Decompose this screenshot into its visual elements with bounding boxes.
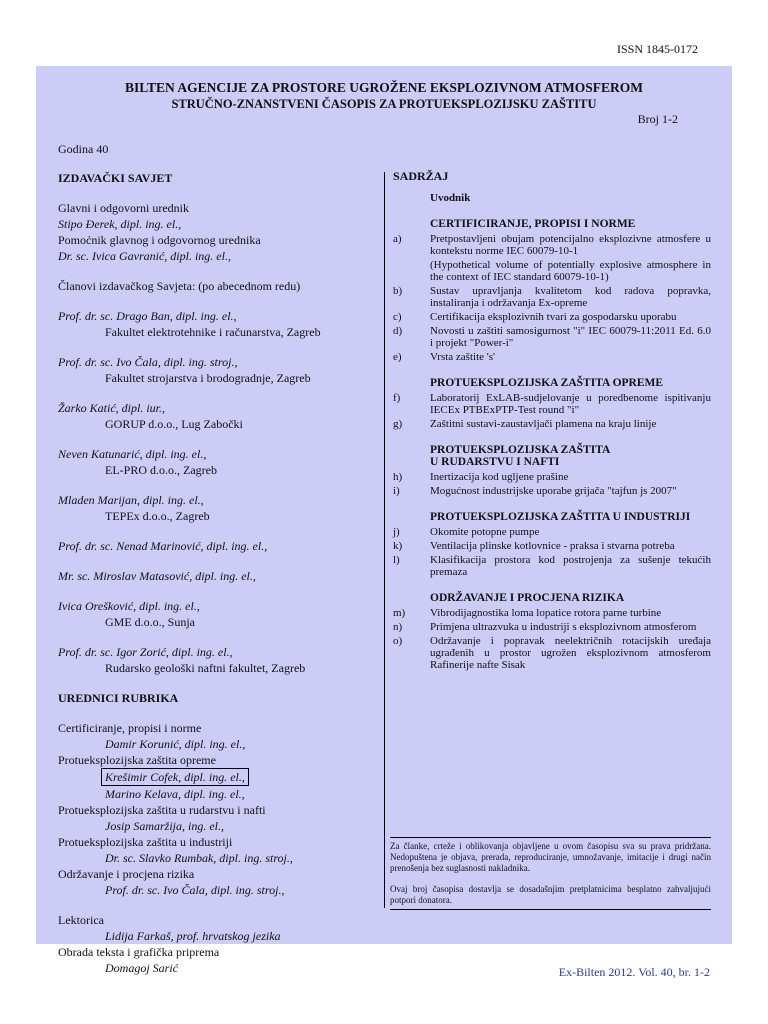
item-text: Klasifikacija prostora kod postrojenja za sušenje tekućih premaza: [430, 554, 711, 578]
design-role: Obrada teksta i grafička priprema: [58, 945, 220, 959]
member-affiliation: GORUP d.o.o., Lug Zabočki: [105, 417, 243, 431]
member-affiliation: GME d.o.o., Sunja: [105, 615, 195, 629]
contents-item: [393, 471, 711, 483]
section-title-line: U RUDARSTVU I NAFTI: [430, 456, 560, 468]
board-member: [58, 538, 378, 554]
contents-item: [393, 325, 711, 349]
item-key: g): [393, 418, 403, 430]
item-key: c): [393, 311, 402, 323]
editors-heading: UREDNICI RUBRIKA: [58, 691, 179, 705]
contents-item: [393, 607, 711, 619]
member-name: Mladen Marijan, dipl. ing. el.,: [58, 493, 204, 507]
item-key: b): [393, 285, 403, 297]
item-key: [393, 259, 430, 283]
member-name: Prof. dr. sc. Drago Ban, dipl. ing. el.,: [58, 309, 237, 323]
contents-section-title: PROTUEKSPLOZIJSKA ZAŠTITA U INDUSTRIJI: [430, 511, 691, 523]
member-name: Ivica Orešković, dipl. ing. el.,: [58, 599, 200, 613]
item-key: d): [393, 325, 403, 337]
item-key: m): [393, 607, 406, 619]
journal-title: BILTEN AGENCIJE ZA PROSTORE UGROŽENE EKSPLOZIVNOM ATMOSFEROM: [124, 80, 644, 95]
item-key: i): [393, 485, 400, 497]
item-key: e): [393, 351, 402, 363]
contents-item: [393, 418, 711, 430]
copyright-text: Za članke, crteže i oblikovanja objavljene u ovom časopisu sva su prava pridržana. Nedopuštena je objava, prerada, reproduciranje, umnožavanje, imitacije i drugi način prenošenja bez suglasnosti nakladnika.: [390, 841, 711, 873]
member-name: Mr. sc. Miroslav Matasović, dipl. ing. el.,: [58, 569, 256, 583]
item-text: Ventilacija plinske kotlovnice - praksa i stvarna potreba: [430, 540, 675, 552]
item-key: k): [393, 540, 403, 552]
member-affiliation: Rudarsko geološki naftni fakultet, Zagreb: [105, 661, 306, 675]
item-text: Novosti u zaštiti samosigurnost "i" IEC 60079-11:2011 Ed. 6.0 i projekt "Power-i": [430, 325, 711, 349]
item-text: (Hypothetical volume of potentially explosive atmosphere in the context of IEC standard 60079-10-1): [430, 259, 711, 283]
chief-name: Stipo Đerek, dipl. ing. el.,: [58, 217, 182, 231]
item-text: Vrsta zaštite 's': [430, 351, 496, 363]
section-topic: Protueksplozijska zaštita u industriji: [58, 835, 233, 849]
contents-section-title: ODRŽAVANJE I PROCJENA RIZIKA: [430, 592, 625, 604]
journal-subtitle: STRUČNO-ZNANSTVENI ČASOPIS ZA PROTUEKSPLOZIJSKU ZAŠTITU: [171, 97, 597, 111]
donor-text: Ovaj broj časopisa dostavlja se dosadašnjim pretplatnicima besplatno zahvaljujući potpori donatora.: [390, 884, 711, 905]
section-topic: Protueksplozijska zaštita u rudarstvu i nafti: [58, 803, 266, 817]
item-key: l): [393, 554, 400, 566]
item-key: f): [393, 392, 401, 404]
contents-item: [393, 259, 711, 283]
editorial-board-column: [58, 170, 378, 976]
item-key: a): [393, 233, 402, 245]
contents-item: [393, 635, 711, 671]
members-intro: Članovi izdavačkog Savjeta: (po abecednom redu): [58, 279, 301, 293]
item-text: Primjena ultrazvuka u industriji s eksplozivnom atmosferom: [430, 621, 697, 633]
board-member: [58, 568, 378, 584]
contents-item: [393, 392, 711, 416]
member-affiliation: Fakultet elektrotehnike i računarstva, Zagreb: [105, 325, 321, 339]
section-editor: Marino Kelava, dipl. ing. el.,: [105, 787, 245, 801]
item-key: o): [393, 635, 403, 647]
item-text: Pretpostavljeni obujam potencijalno eksplozivne atmosfere u kontekstu norme IEC 60079-10-1: [430, 233, 711, 257]
section-topic: Certificiranje, propisi i norme: [58, 721, 202, 735]
board-member: [58, 492, 378, 524]
contents-section-title: CERTIFICIRANJE, PROPISI I NORME: [430, 218, 636, 230]
member-affiliation: TEPEx d.o.o., Zagreb: [105, 509, 210, 523]
member-name: Prof. dr. sc. Ivo Čala, dipl. ing. stroj.,: [58, 355, 238, 369]
contents-section-title: [393, 444, 711, 468]
issue-number: Broj 1-2: [637, 112, 678, 126]
member-name: Žarko Katić, dipl. iur.,: [58, 401, 166, 415]
copyright-notice: [390, 837, 711, 910]
item-text: Certifikacija eksplozivnih tvari za gospodarsku uporabu: [430, 311, 677, 323]
proofreader-name: Lidija Farkaš, prof. hrvatskog jezika: [105, 929, 281, 943]
item-text: Okomite potopne pumpe: [430, 526, 540, 538]
contents-heading: SADRŽAJ: [393, 169, 449, 183]
section-editor: Josip Samaržija, ing. el.,: [105, 819, 224, 833]
contents-section-title: PROTUEKSPLOZIJSKA ZAŠTITA OPREME: [430, 377, 664, 389]
board-heading: IZDAVAČKI SAVJET: [58, 171, 173, 185]
item-text: Vibrodijagnostika loma lopatice rotora parne turbine: [430, 607, 662, 619]
design-name: Domagoj Sarić: [105, 961, 178, 975]
contents-item: [393, 233, 711, 257]
item-key: j): [393, 526, 400, 538]
footer-citation: Ex-Bilten 2012. Vol. 40, br. 1-2: [558, 965, 710, 979]
contents-item: [393, 351, 711, 363]
item-text: Sustav upravljanja kvalitetom kod radova popravka, instaliranja i održavanja Ex-opreme: [430, 285, 711, 309]
section-topic: Održavanje i procjena rizika: [58, 867, 195, 881]
deputy-role: Pomoćnik glavnog i odgovornog urednika: [58, 233, 261, 247]
item-text: Laboratorij ExLAB-sudjelovanje u poredbenome ispitivanju IECEx PTBExPTP-Test round "i": [430, 392, 711, 416]
member-name: Neven Katunarić, dipl. ing. el.,: [58, 447, 207, 461]
section-title-line: PROTUEKSPLOZIJSKA ZAŠTITA: [430, 444, 611, 456]
contents-item: [393, 526, 711, 538]
member-affiliation: Fakultet strojarstva i brodogradnje, Zagreb: [105, 371, 311, 385]
item-text: Održavanje i popravak neelektričnih rotacijskih uređaja ugrađenih u prostor ugrožen eksplozivnom atmosferom Rafinerije nafte Sisak: [430, 635, 711, 671]
member-name: Prof. dr. sc. Igor Zorić, dipl. ing. el.,: [58, 645, 233, 659]
section-topic: Protueksplozijska zaštita opreme: [58, 753, 216, 767]
chief-role: Glavni i odgovorni urednik: [58, 201, 189, 215]
section-editor: Dr. sc. Slavko Rumbak, dipl. ing. stroj.,: [105, 851, 293, 865]
item-key: h): [393, 471, 403, 483]
item-key: n): [393, 621, 403, 633]
issn-label: ISSN 1845-0172: [616, 42, 698, 56]
contents-column: [393, 170, 711, 673]
contents-item: [393, 554, 711, 578]
volume-year: Godina 40: [58, 142, 109, 156]
contents-intro: Uvodnik: [430, 192, 471, 204]
board-member: [58, 446, 378, 478]
contents-item: [393, 285, 711, 309]
section-editor-selected: Krešimir Cofek, dipl. ing. el.,: [101, 768, 249, 786]
board-member: [58, 354, 378, 386]
board-member: [58, 308, 378, 340]
contents-item: [393, 485, 711, 497]
contents-item: [393, 311, 711, 323]
member-affiliation: EL-PRO d.o.o., Zagreb: [105, 463, 217, 477]
section-editor: Damir Korunić, dipl. ing. el.,: [105, 737, 246, 751]
item-text: Mogućnost industrijske uporabe grijača "tajfun js 2007": [430, 485, 677, 497]
member-name: Prof. dr. sc. Nenad Marinović, dipl. ing. el.,: [58, 539, 268, 553]
contents-item: [393, 540, 711, 552]
board-member: [58, 598, 378, 630]
deputy-name: Dr. sc. Ivica Gavranić, dipl. ing. el.,: [58, 249, 231, 263]
proofreader-role: Lektorica: [58, 913, 104, 927]
column-divider: [384, 172, 385, 908]
item-text: Zaštitni sustavi-zaustavljači plamena na kraju linije: [430, 418, 657, 430]
board-member: [58, 400, 378, 432]
section-editor: Prof. dr. sc. Ivo Čala, dipl. ing. stroj.,: [105, 883, 285, 897]
contents-item: [393, 621, 711, 633]
board-member: [58, 644, 378, 676]
item-text: Inertizacija kod ugljene prašine: [430, 471, 569, 483]
